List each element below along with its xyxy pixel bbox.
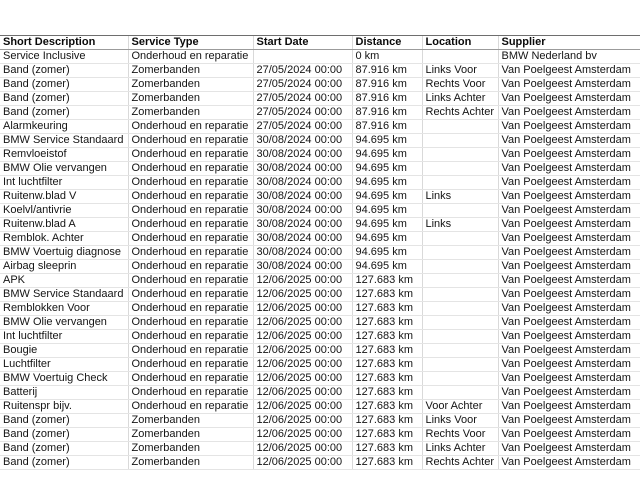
table-cell-supplier: Van Poelgeest Amsterdam: [498, 176, 640, 190]
table-cell-service_type: Onderhoud en reparatie: [128, 134, 253, 148]
column-header-start-date: Start Date: [253, 36, 352, 50]
table-cell-start_date: 12/06/2025 00:00: [253, 330, 352, 344]
table-cell-supplier: Van Poelgeest Amsterdam: [498, 358, 640, 372]
table-cell-short_description: Ruitenw.blad V: [0, 190, 128, 204]
table-row[interactable]: [0, 92, 640, 106]
table-cell-service_type: Zomerbanden: [128, 442, 253, 456]
table-cell-location: [422, 148, 498, 162]
table-cell-short_description: Ruitenspr bijv.: [0, 400, 128, 414]
table-cell-short_description: Band (zomer): [0, 442, 128, 456]
table-cell-distance: 127.683 km: [352, 316, 422, 330]
table-cell-supplier: Van Poelgeest Amsterdam: [498, 288, 640, 302]
table-cell-short_description: Remblokken Voor: [0, 302, 128, 316]
table-row[interactable]: [0, 400, 640, 414]
table-cell-service_type: Onderhoud en reparatie: [128, 176, 253, 190]
table-cell-start_date: 27/05/2024 00:00: [253, 78, 352, 92]
table-cell-location: Links: [422, 190, 498, 204]
table-cell-start_date: 12/06/2025 00:00: [253, 442, 352, 456]
table-cell-short_description: Band (zomer): [0, 64, 128, 78]
table-cell-service_type: Onderhoud en reparatie: [128, 218, 253, 232]
table-row[interactable]: [0, 232, 640, 246]
table-cell-distance: 127.683 km: [352, 386, 422, 400]
table-row[interactable]: [0, 386, 640, 400]
table-cell-location: Rechts Voor: [422, 78, 498, 92]
table-cell-supplier: Van Poelgeest Amsterdam: [498, 302, 640, 316]
table-cell-short_description: Int luchtfilter: [0, 330, 128, 344]
table-cell-start_date: 30/08/2024 00:00: [253, 176, 352, 190]
column-header-service-type: Service Type: [128, 36, 253, 50]
table-cell-supplier: Van Poelgeest Amsterdam: [498, 134, 640, 148]
table-cell-supplier: Van Poelgeest Amsterdam: [498, 442, 640, 456]
table-cell-short_description: Band (zomer): [0, 414, 128, 428]
table-cell-service_type: Zomerbanden: [128, 414, 253, 428]
table-cell-location: Links Achter: [422, 92, 498, 106]
table-cell-supplier: Van Poelgeest Amsterdam: [498, 148, 640, 162]
table-cell-supplier: Van Poelgeest Amsterdam: [498, 316, 640, 330]
table-cell-distance: 94.695 km: [352, 260, 422, 274]
table-cell-distance: 0 km: [352, 50, 422, 64]
table-row[interactable]: [0, 134, 640, 148]
table-cell-service_type: Onderhoud en reparatie: [128, 372, 253, 386]
table-cell-supplier: Van Poelgeest Amsterdam: [498, 372, 640, 386]
table-cell-service_type: Onderhoud en reparatie: [128, 302, 253, 316]
table-cell-distance: 127.683 km: [352, 330, 422, 344]
table-cell-distance: 94.695 km: [352, 204, 422, 218]
table-cell-start_date: 12/06/2025 00:00: [253, 372, 352, 386]
table-cell-short_description: Koelvl/antivrie: [0, 204, 128, 218]
table-cell-location: Rechts Achter: [422, 106, 498, 120]
table-cell-short_description: Band (zomer): [0, 106, 128, 120]
table-cell-supplier: Van Poelgeest Amsterdam: [498, 246, 640, 260]
table-cell-short_description: BMW Service Standaard: [0, 288, 128, 302]
table-cell-location: Links: [422, 218, 498, 232]
table-row[interactable]: [0, 190, 640, 204]
table-row[interactable]: [0, 162, 640, 176]
table-cell-service_type: Onderhoud en reparatie: [128, 50, 253, 64]
table-row[interactable]: [0, 64, 640, 78]
table-cell-location: [422, 50, 498, 64]
table-cell-location: [422, 232, 498, 246]
table-cell-start_date: 30/08/2024 00:00: [253, 162, 352, 176]
table-cell-supplier: Van Poelgeest Amsterdam: [498, 330, 640, 344]
table-cell-distance: 94.695 km: [352, 162, 422, 176]
table-header-row: [0, 36, 640, 50]
table-cell-service_type: Onderhoud en reparatie: [128, 330, 253, 344]
table-cell-start_date: 12/06/2025 00:00: [253, 344, 352, 358]
table-cell-supplier: Van Poelgeest Amsterdam: [498, 260, 640, 274]
table-cell-supplier: Van Poelgeest Amsterdam: [498, 428, 640, 442]
table-cell-start_date: 12/06/2025 00:00: [253, 358, 352, 372]
table-cell-start_date: 27/05/2024 00:00: [253, 120, 352, 134]
table-cell-supplier: Van Poelgeest Amsterdam: [498, 400, 640, 414]
table-cell-distance: 87.916 km: [352, 106, 422, 120]
table-cell-start_date: 27/05/2024 00:00: [253, 64, 352, 78]
table-cell-start_date: 12/06/2025 00:00: [253, 316, 352, 330]
table-cell-location: [422, 316, 498, 330]
table-cell-short_description: Airbag sleeprin: [0, 260, 128, 274]
table-cell-service_type: Onderhoud en reparatie: [128, 386, 253, 400]
table-row[interactable]: [0, 316, 640, 330]
table-cell-supplier: Van Poelgeest Amsterdam: [498, 232, 640, 246]
table-row[interactable]: [0, 344, 640, 358]
table-cell-start_date: 27/05/2024 00:00: [253, 92, 352, 106]
table-cell-location: Rechts Achter: [422, 456, 498, 470]
table-cell-start_date: 30/08/2024 00:00: [253, 134, 352, 148]
table-cell-short_description: Service Inclusive: [0, 50, 128, 64]
table-cell-location: [422, 274, 498, 288]
service-history-table: [0, 35, 640, 470]
table-cell-service_type: Onderhoud en reparatie: [128, 120, 253, 134]
table-cell-distance: 127.683 km: [352, 288, 422, 302]
table-cell-supplier: Van Poelgeest Amsterdam: [498, 120, 640, 134]
table-row[interactable]: [0, 456, 640, 470]
table-cell-service_type: Onderhoud en reparatie: [128, 148, 253, 162]
table-row[interactable]: [0, 246, 640, 260]
table-cell-distance: 94.695 km: [352, 176, 422, 190]
table-row[interactable]: [0, 148, 640, 162]
table-cell-distance: 127.683 km: [352, 344, 422, 358]
table-cell-short_description: Ruitenw.blad A: [0, 218, 128, 232]
table-cell-service_type: Zomerbanden: [128, 106, 253, 120]
table-cell-short_description: Remblok. Achter: [0, 232, 128, 246]
table-cell-short_description: Band (zomer): [0, 78, 128, 92]
table-cell-location: [422, 204, 498, 218]
table-cell-distance: 94.695 km: [352, 134, 422, 148]
table-row[interactable]: [0, 358, 640, 372]
table-cell-short_description: APK: [0, 274, 128, 288]
table-cell-start_date: 12/06/2025 00:00: [253, 414, 352, 428]
table-cell-distance: 127.683 km: [352, 456, 422, 470]
table-cell-start_date: 12/06/2025 00:00: [253, 386, 352, 400]
table-cell-short_description: BMW Service Standaard: [0, 134, 128, 148]
table-cell-service_type: Onderhoud en reparatie: [128, 162, 253, 176]
table-cell-service_type: Onderhoud en reparatie: [128, 400, 253, 414]
table-row[interactable]: [0, 106, 640, 120]
table-cell-location: Voor Achter: [422, 400, 498, 414]
table-cell-location: [422, 176, 498, 190]
table-cell-service_type: Onderhoud en reparatie: [128, 288, 253, 302]
table-cell-service_type: Onderhoud en reparatie: [128, 232, 253, 246]
table-cell-short_description: Band (zomer): [0, 456, 128, 470]
column-header-short-description: Short Description: [0, 36, 128, 50]
column-header-supplier: Supplier: [498, 36, 640, 50]
table-cell-supplier: Van Poelgeest Amsterdam: [498, 414, 640, 428]
table-cell-short_description: BMW Voertuig Check: [0, 372, 128, 386]
table-row[interactable]: [0, 260, 640, 274]
table-cell-distance: 127.683 km: [352, 442, 422, 456]
table-cell-start_date: 30/08/2024 00:00: [253, 190, 352, 204]
table-row[interactable]: [0, 442, 640, 456]
table-cell-location: [422, 372, 498, 386]
table-cell-service_type: Onderhoud en reparatie: [128, 204, 253, 218]
table-cell-start_date: [253, 50, 352, 64]
table-cell-location: [422, 134, 498, 148]
table-cell-distance: 94.695 km: [352, 148, 422, 162]
table-cell-service_type: Onderhoud en reparatie: [128, 316, 253, 330]
table-cell-location: [422, 288, 498, 302]
table-cell-start_date: 12/06/2025 00:00: [253, 428, 352, 442]
table-cell-distance: 94.695 km: [352, 190, 422, 204]
table-cell-start_date: 30/08/2024 00:00: [253, 260, 352, 274]
table-cell-supplier: Van Poelgeest Amsterdam: [498, 386, 640, 400]
table-cell-short_description: Remvloeistof: [0, 148, 128, 162]
table-row[interactable]: [0, 414, 640, 428]
table-cell-short_description: BMW Olie vervangen: [0, 316, 128, 330]
table-cell-start_date: 27/05/2024 00:00: [253, 106, 352, 120]
table-cell-supplier: BMW Nederland bv: [498, 50, 640, 64]
table-cell-short_description: Band (zomer): [0, 92, 128, 106]
table-row[interactable]: [0, 120, 640, 134]
table-cell-location: [422, 120, 498, 134]
table-cell-location: Rechts Voor: [422, 428, 498, 442]
table-cell-start_date: 12/06/2025 00:00: [253, 400, 352, 414]
table-cell-short_description: Band (zomer): [0, 428, 128, 442]
table-cell-service_type: Onderhoud en reparatie: [128, 260, 253, 274]
table-cell-location: [422, 386, 498, 400]
table-cell-service_type: Zomerbanden: [128, 64, 253, 78]
table-cell-service_type: Onderhoud en reparatie: [128, 344, 253, 358]
table-cell-short_description: Batterij: [0, 386, 128, 400]
table-row[interactable]: [0, 78, 640, 92]
table-cell-supplier: Van Poelgeest Amsterdam: [498, 274, 640, 288]
table-cell-service_type: Onderhoud en reparatie: [128, 190, 253, 204]
table-cell-start_date: 12/06/2025 00:00: [253, 288, 352, 302]
table-cell-short_description: Alarmkeuring: [0, 120, 128, 134]
table-cell-distance: 94.695 km: [352, 218, 422, 232]
table-row[interactable]: [0, 218, 640, 232]
table-cell-start_date: 12/06/2025 00:00: [253, 456, 352, 470]
table-row[interactable]: [0, 204, 640, 218]
column-header-location: Location: [422, 36, 498, 50]
table-row[interactable]: [0, 302, 640, 316]
table-cell-service_type: Onderhoud en reparatie: [128, 246, 253, 260]
table-cell-service_type: Zomerbanden: [128, 456, 253, 470]
table-cell-supplier: Van Poelgeest Amsterdam: [498, 92, 640, 106]
table-cell-distance: 87.916 km: [352, 92, 422, 106]
table-cell-distance: 87.916 km: [352, 120, 422, 134]
table-cell-supplier: Van Poelgeest Amsterdam: [498, 78, 640, 92]
table-cell-short_description: BMW Voertuig diagnose: [0, 246, 128, 260]
table-cell-short_description: BMW Olie vervangen: [0, 162, 128, 176]
table-cell-supplier: Van Poelgeest Amsterdam: [498, 344, 640, 358]
table-cell-location: Links Achter: [422, 442, 498, 456]
table-cell-start_date: 30/08/2024 00:00: [253, 148, 352, 162]
table-cell-start_date: 30/08/2024 00:00: [253, 246, 352, 260]
table-cell-short_description: Int luchtfilter: [0, 176, 128, 190]
table-row[interactable]: [0, 372, 640, 386]
table-cell-start_date: 30/08/2024 00:00: [253, 218, 352, 232]
table-cell-short_description: Luchtfilter: [0, 358, 128, 372]
table-cell-distance: 94.695 km: [352, 232, 422, 246]
table-cell-start_date: 12/06/2025 00:00: [253, 274, 352, 288]
table-row[interactable]: [0, 274, 640, 288]
table-row[interactable]: [0, 176, 640, 190]
table-cell-supplier: Van Poelgeest Amsterdam: [498, 162, 640, 176]
table-cell-start_date: 30/08/2024 00:00: [253, 204, 352, 218]
table-cell-location: [422, 302, 498, 316]
table-cell-location: [422, 358, 498, 372]
table-header: [0, 36, 640, 50]
table-cell-distance: 94.695 km: [352, 246, 422, 260]
table-cell-location: Links Voor: [422, 414, 498, 428]
table-cell-location: [422, 344, 498, 358]
table-cell-distance: 127.683 km: [352, 372, 422, 386]
table-row[interactable]: [0, 288, 640, 302]
table-cell-distance: 87.916 km: [352, 64, 422, 78]
table-cell-service_type: Onderhoud en reparatie: [128, 358, 253, 372]
table-cell-distance: 127.683 km: [352, 358, 422, 372]
table-row[interactable]: [0, 428, 640, 442]
table-cell-service_type: Onderhoud en reparatie: [128, 274, 253, 288]
table-cell-service_type: Zomerbanden: [128, 428, 253, 442]
table-row[interactable]: [0, 50, 640, 64]
table-cell-service_type: Zomerbanden: [128, 92, 253, 106]
table-cell-location: [422, 330, 498, 344]
table-row[interactable]: [0, 330, 640, 344]
table-cell-location: Links Voor: [422, 64, 498, 78]
table-cell-location: [422, 246, 498, 260]
table-cell-distance: 127.683 km: [352, 400, 422, 414]
table-cell-supplier: Van Poelgeest Amsterdam: [498, 106, 640, 120]
table-cell-distance: 127.683 km: [352, 414, 422, 428]
table-cell-start_date: 30/08/2024 00:00: [253, 232, 352, 246]
table-cell-supplier: Van Poelgeest Amsterdam: [498, 218, 640, 232]
column-header-distance: Distance: [352, 36, 422, 50]
table-cell-supplier: Van Poelgeest Amsterdam: [498, 204, 640, 218]
table-cell-start_date: 12/06/2025 00:00: [253, 302, 352, 316]
table-cell-supplier: Van Poelgeest Amsterdam: [498, 456, 640, 470]
table-cell-distance: 87.916 km: [352, 78, 422, 92]
table-cell-service_type: Zomerbanden: [128, 78, 253, 92]
table-cell-location: [422, 162, 498, 176]
table-cell-location: [422, 260, 498, 274]
table-cell-distance: 127.683 km: [352, 274, 422, 288]
table-cell-distance: 127.683 km: [352, 428, 422, 442]
table-body: [0, 50, 640, 470]
table-cell-short_description: Bougie: [0, 344, 128, 358]
table-cell-distance: 127.683 km: [352, 302, 422, 316]
table-cell-supplier: Van Poelgeest Amsterdam: [498, 64, 640, 78]
table-cell-supplier: Van Poelgeest Amsterdam: [498, 190, 640, 204]
